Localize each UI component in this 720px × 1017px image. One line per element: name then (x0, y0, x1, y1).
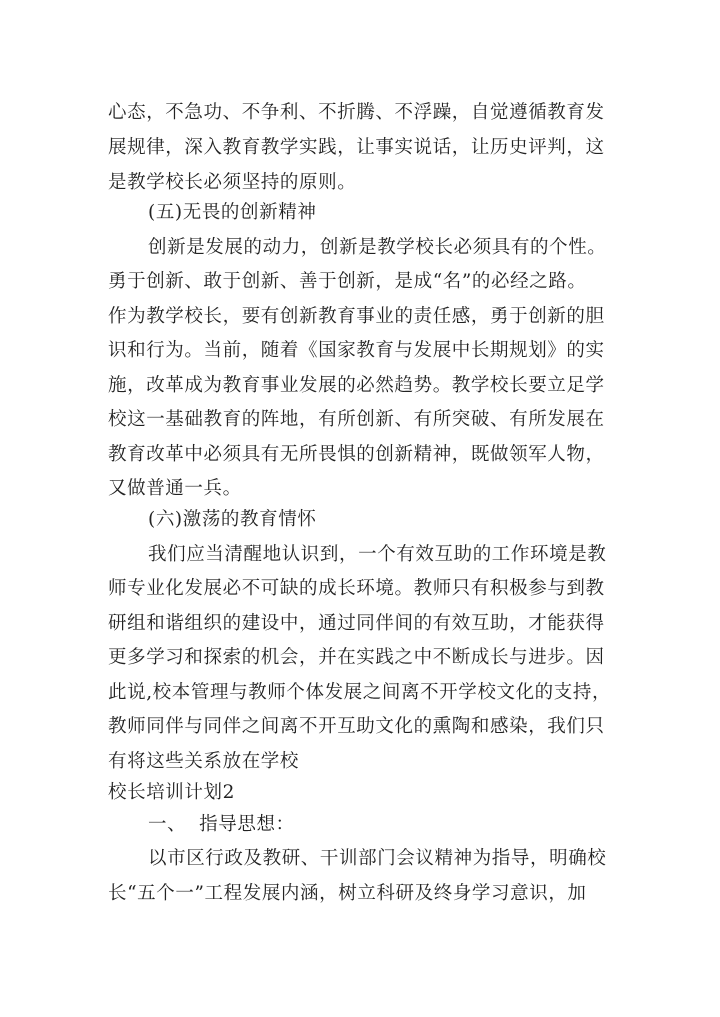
text-line: 师专业化发展必不可缺的成长环境。教师只有积极参与到教 (108, 578, 605, 599)
text-line: 教师同伴与同伴之间离不开互助文化的熏陶和感染，我们只 (108, 716, 605, 737)
text-line: 勇于创新、敢于创新、善于创新，是成“名”的必经之路。 (108, 271, 587, 292)
text-line: 有将这些关系放在学校 (108, 751, 300, 772)
text-line: 校这一基础教育的阵地，有所创新、有所突破、有所发展在 (108, 409, 605, 430)
text-line: 心态，不急功、不争利、不折腾、不浮躁，自觉遵循教育发 (108, 102, 605, 123)
text-line: 是教学校长必须坚持的原则。 (108, 172, 357, 193)
text-line: 研组和谐组织的建设中，通过同伴间的有效互助，才能获得 (108, 613, 605, 634)
section-heading: (六)激荡的教育情怀 (148, 509, 317, 530)
text-line: 施，改革成为教育事业发展的必然趋势。教学校长要立足学 (108, 375, 605, 396)
section-heading: (五)无畏的创新精神 (148, 202, 317, 223)
text-line: 又做普通一兵。 (108, 478, 242, 499)
text-line: 我们应当清醒地认识到，一个有效互助的工作环境是教 (148, 544, 607, 565)
document-title: 校长培训计划2 (108, 782, 235, 803)
section-heading: 一、 指导思想： (148, 814, 295, 835)
text-line: 作为教学校长，要有创新教育事业的责任感，勇于创新的胆 (108, 306, 605, 327)
text-line: 教育改革中必须具有无所畏惧的创新精神，既做领军人物， (108, 444, 605, 465)
text-line: 识和行为。当前，随着《国家教育与发展中长期规划》的实 (108, 340, 605, 361)
text-line: 创新是发展的动力，创新是教学校长必须具有的个性。 (148, 237, 607, 258)
text-line: 更多学习和探索的机会，并在实践之中不断成长与进步。因 (108, 647, 605, 668)
text-line: 此说,校本管理与教师个体发展之间离不开学校文化的支持， (108, 682, 612, 703)
text-line: 以市区行政及教研、干训部门会议精神为指导，明确校 (148, 848, 607, 869)
text-line: 展规律，深入教育教学实践，让事实说话，让历史评判，这 (108, 137, 605, 158)
text-line: 长“五个一”工程发展内涵，树立科研及终身学习意识，加 (108, 883, 587, 904)
